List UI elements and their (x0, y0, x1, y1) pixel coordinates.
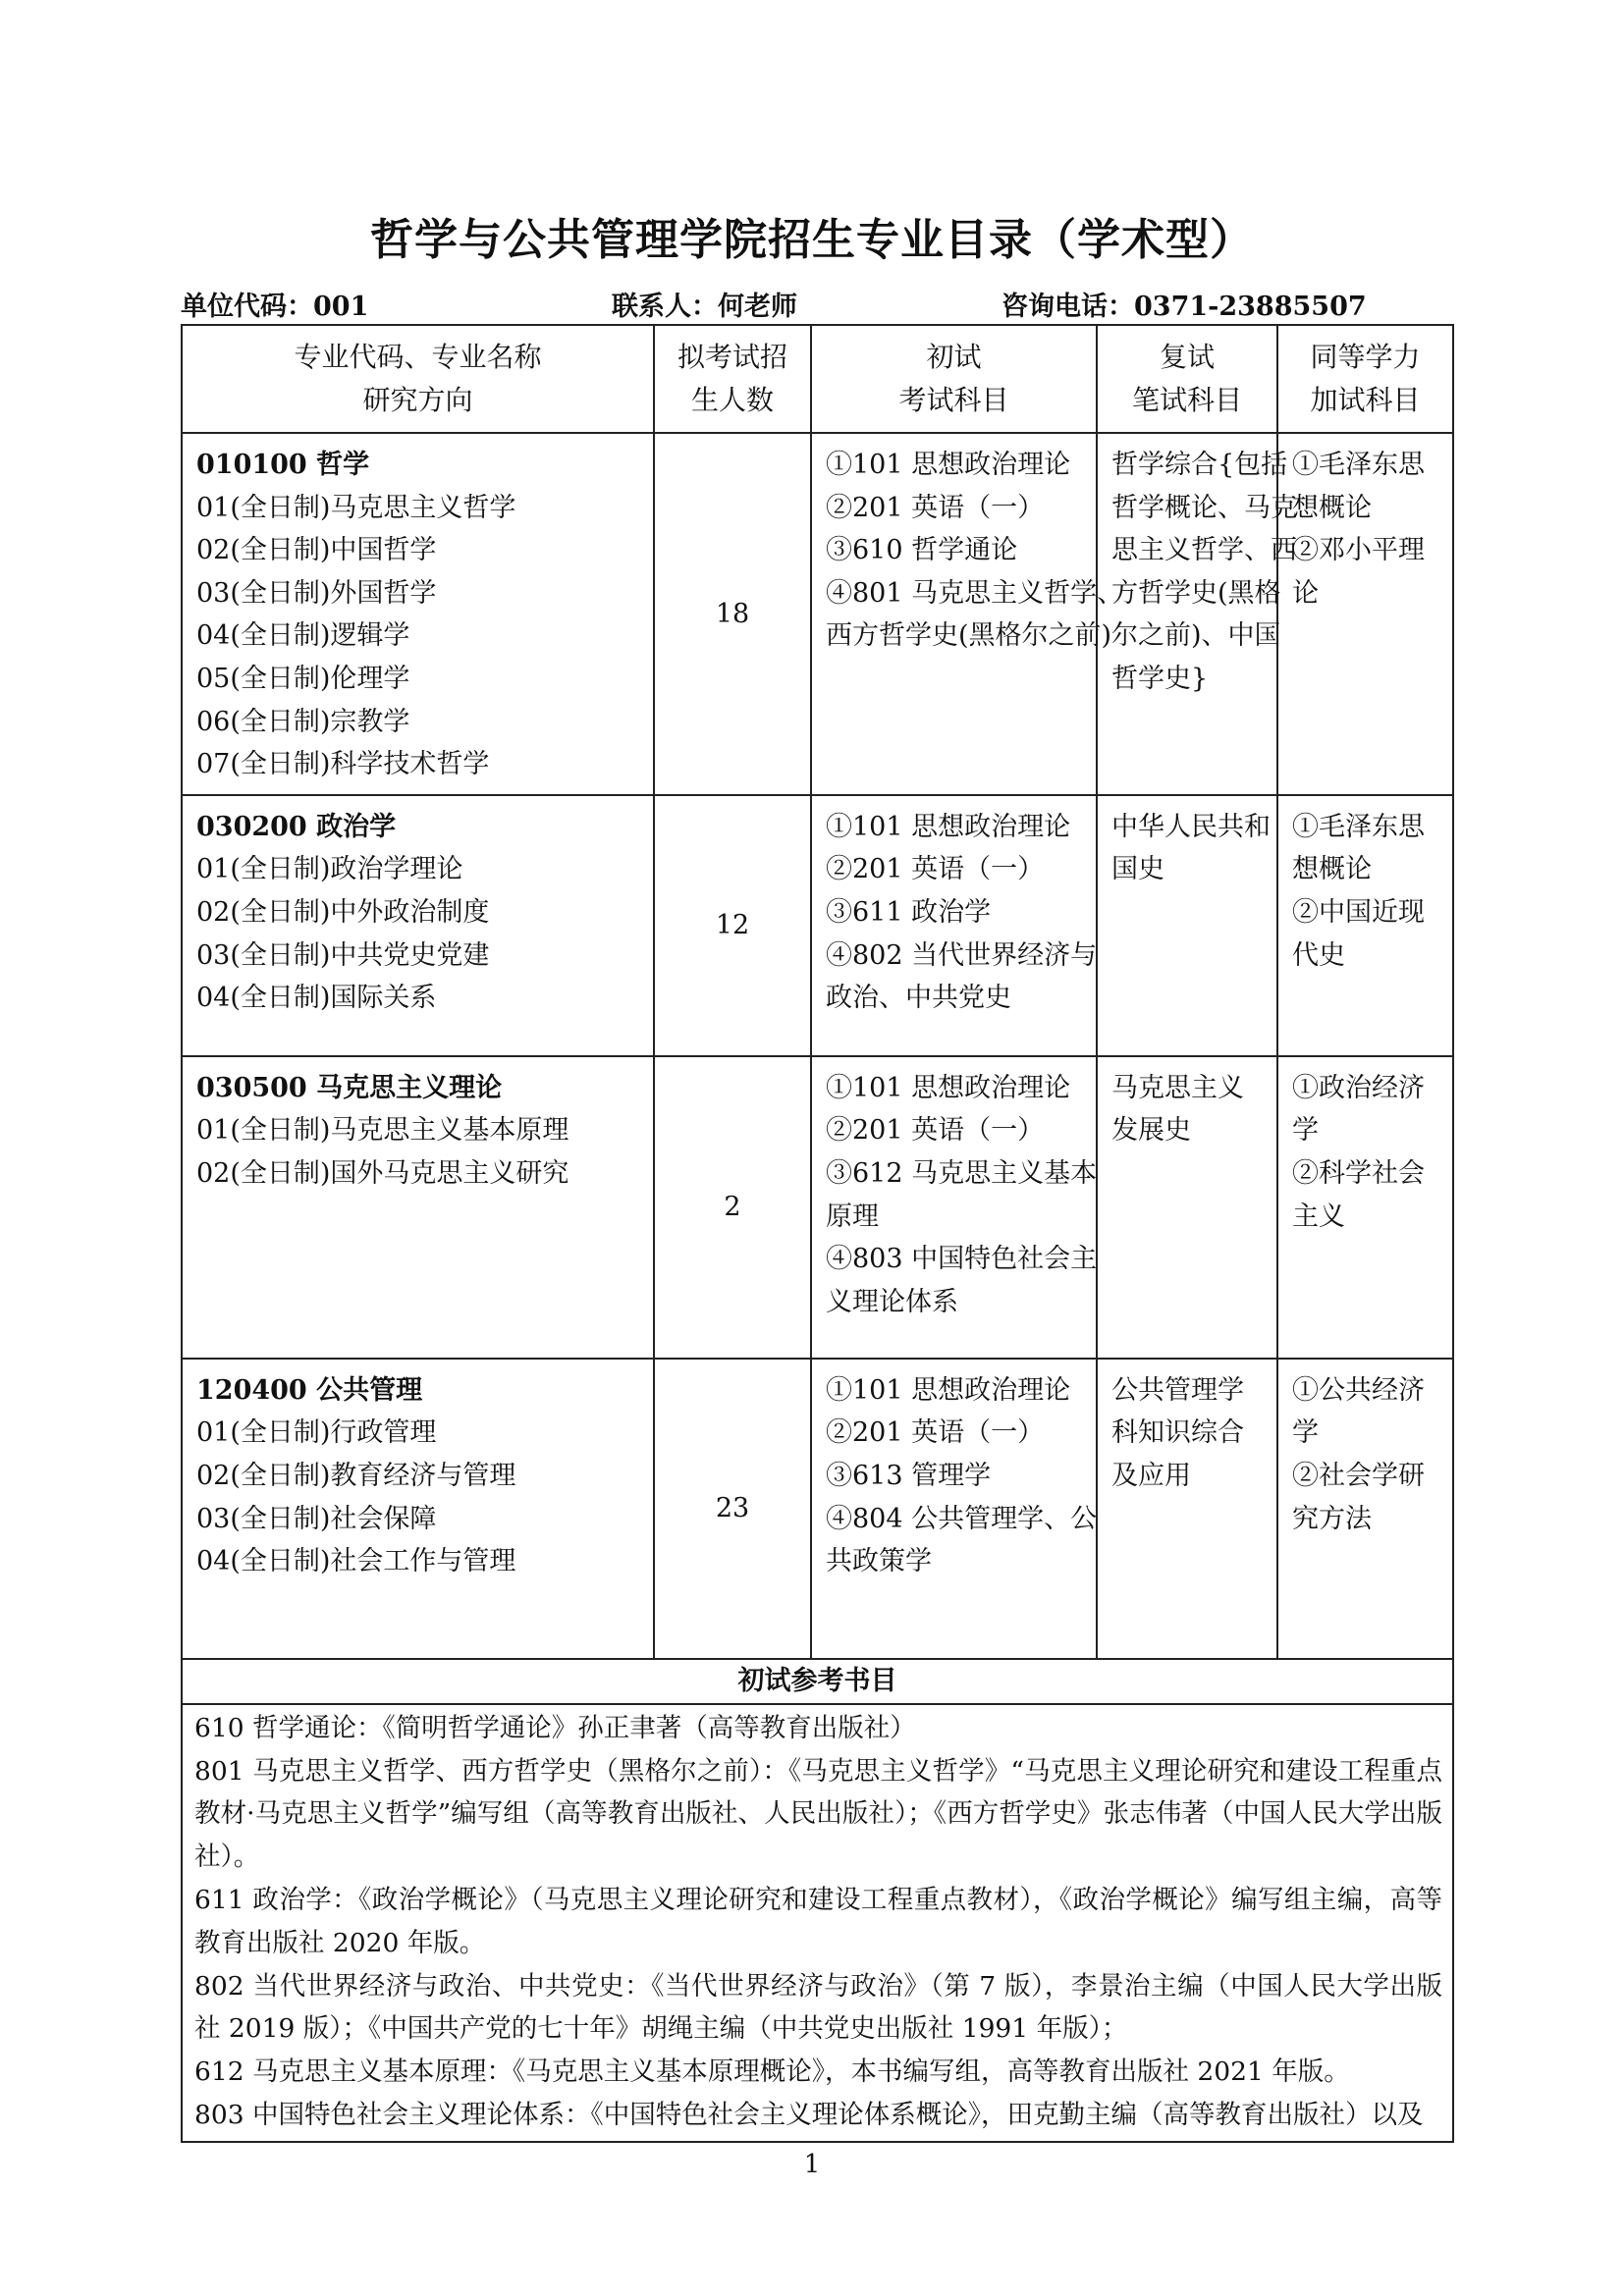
research-direction: 04(全日制)逻辑学 (196, 620, 410, 652)
retest-subject-line: 发展史 (1111, 1115, 1191, 1147)
exam-subject-cell (811, 1056, 1097, 1359)
extra-subject-line: 想概论 (1292, 492, 1372, 523)
enrollment-count: 18 (654, 433, 811, 795)
exam-subject-line: ③613 管理学 (826, 1460, 992, 1491)
reference-item: 801 马克思主义哲学、西方哲学史（黑格尔之前）：《马克思主义哲学》“马克思主义理论研究和建设工程重点教材·马克思主义哲学”编写组（高等教育出版社、人民出版社）；《西方哲学史》张志伟著（中国人民大学出版社）。 (194, 1755, 1442, 1873)
retest-subject-line: 国史 (1111, 854, 1164, 885)
contact-person: 联系人：何老师 (612, 292, 797, 322)
major-name: 030500 马克思主义理论 (196, 1072, 503, 1103)
major-name: 010100 哲学 (196, 450, 370, 480)
retest-subject-cell (1097, 433, 1297, 795)
retest-subject-cell (1097, 1056, 1277, 1359)
extra-subject-cell (1277, 1056, 1453, 1359)
enrollment-count: 12 (654, 795, 811, 1056)
major-cell (182, 1359, 654, 1659)
extra-subject-line: 代史 (1292, 939, 1345, 971)
research-direction: 02(全日制)教育经济与管理 (196, 1460, 516, 1491)
extra-subject-line: 学 (1292, 1115, 1319, 1147)
research-direction: 04(全日制)社会工作与管理 (196, 1546, 516, 1577)
major-row (182, 795, 1453, 1056)
exam-subject-line: ①101 思想政治理论 (826, 450, 1071, 480)
retest-subject-line: 公共管理学 (1111, 1374, 1244, 1406)
exam-subject-line: ①101 思想政治理论 (826, 1374, 1071, 1406)
extra-subject-line: 论 (1292, 577, 1319, 609)
extra-subject-line: ②社会学研 (1292, 1460, 1425, 1491)
references-body (182, 1704, 1453, 2142)
research-direction: 02(全日制)中外政治制度 (196, 896, 490, 928)
major-row (182, 433, 1453, 795)
reference-item: 611 政治学：《政治学概论》（马克思主义理论研究和建设工程重点教材），《政治学概论》编写组主编，高等教育出版社 2020 年版。 (194, 1884, 1442, 1958)
retest-subject-line: 方哲学史(黑格 (1111, 577, 1281, 609)
research-direction: 05(全日制)伦理学 (196, 663, 410, 694)
research-direction: 02(全日制)国外马克思主义研究 (196, 1157, 569, 1189)
retest-subject-line: 马克思主义 (1111, 1072, 1244, 1103)
retest-subject-line: 尔之前)、中国 (1111, 620, 1281, 652)
extra-subject-line: 主义 (1292, 1201, 1345, 1232)
exam-subject-line: ③611 政治学 (826, 896, 992, 928)
extra-subject-line: ②科学社会 (1292, 1157, 1425, 1189)
page-number: 1 (803, 2150, 821, 2179)
retest-subject-line: 科知识综合 (1111, 1417, 1244, 1449)
exam-subject-line: ④803 中国特色社会主 (826, 1244, 1098, 1275)
enrollment-count: 2 (654, 1056, 811, 1359)
major-cell (182, 433, 654, 795)
major-row (182, 1056, 1453, 1359)
major-name: 030200 政治学 (196, 811, 397, 842)
retest-subject-line: 哲学综合{包括 (1111, 450, 1288, 480)
consult-phone: 咨询电话：0371-23885507 (1001, 292, 1367, 322)
extra-subject-line: ②中国近现 (1292, 896, 1425, 928)
reference-item: 803 中国特色社会主义理论体系：《中国特色社会主义理论体系概论》，田克勤主编（高等教育出版社）以及 (194, 2099, 1424, 2130)
research-direction: 02(全日制)中国哲学 (196, 535, 437, 566)
major-row (182, 1359, 1453, 1659)
exam-subject-line: 义理论体系 (826, 1286, 958, 1317)
extra-subject-line: ②邓小平理 (1292, 535, 1425, 566)
research-direction: 07(全日制)科学技术哲学 (196, 749, 490, 780)
extra-subject-cell (1277, 1359, 1453, 1659)
major-cell (182, 1056, 654, 1359)
references-heading: 初试参考书目 (182, 1659, 1453, 1704)
header-major: 专业代码、专业名称 研究方向 (182, 325, 654, 433)
exam-subject-line: ④802 当代世界经济与 (826, 939, 1098, 971)
exam-subject-line: ④804 公共管理学、公 (826, 1503, 1098, 1534)
research-direction: 04(全日制)国际关系 (196, 983, 437, 1014)
research-direction: 03(全日制)中共党史党建 (196, 939, 490, 971)
retest-subject-line: 思主义哲学、西 (1111, 535, 1297, 566)
exam-subject-line: 原理 (826, 1201, 879, 1232)
exam-subject-line: 政治、中共党史 (826, 983, 1011, 1014)
research-direction: 03(全日制)外国哲学 (196, 577, 437, 609)
exam-subject-line: ②201 英语（一） (826, 1417, 1045, 1449)
major-name: 120400 公共管理 (196, 1374, 423, 1406)
extra-subject-line: ①政治经济 (1292, 1072, 1425, 1103)
extra-subject-line: ①公共经济 (1292, 1374, 1425, 1406)
exam-subject-line: ①101 思想政治理论 (826, 1072, 1071, 1103)
references-heading-row (182, 1659, 1453, 1704)
research-direction: 03(全日制)社会保障 (196, 1503, 437, 1534)
exam-subject-cell (811, 433, 1124, 795)
extra-subject-line: 想概论 (1292, 854, 1372, 885)
enrollment-count: 23 (654, 1359, 811, 1659)
retest-subject-line: 哲学概论、马克 (1111, 492, 1297, 523)
reference-item: 612 马克思主义基本原理：《马克思主义基本原理概论》，本书编写组，高等教育出版社 2021 年版。 (194, 2056, 1350, 2088)
table-header-row (182, 325, 1453, 433)
exam-subject-line: ②201 英语（一） (826, 854, 1045, 885)
exam-subject-line: ④801 马克思主义哲学、 (826, 577, 1124, 609)
research-direction: 06(全日制)宗教学 (196, 706, 410, 737)
retest-subject-cell (1097, 1359, 1277, 1659)
exam-subject-line: ②201 英语（一） (826, 1115, 1045, 1147)
exam-subject-cell (811, 1359, 1097, 1659)
extra-subject-line: ①毛泽东思 (1292, 450, 1425, 480)
research-direction: 01(全日制)马克思主义哲学 (196, 492, 516, 523)
exam-subject-line: ③610 哲学通论 (826, 535, 1018, 566)
retest-subject-cell (1097, 795, 1277, 1056)
extra-subject-cell (1277, 433, 1453, 795)
exam-subject-line: ③612 马克思主义基本 (826, 1157, 1098, 1189)
reference-item: 802 当代世界经济与政治、中共党史：《当代世界经济与政治》（第 7 版），李景治主编（中国人民大学出版社 2019 版）；《中国共产党的七十年》胡绳主编（中共党史出版社 1991 年版）； (194, 1970, 1442, 2045)
references-row (182, 1704, 1453, 2142)
research-direction: 01(全日制)行政管理 (196, 1417, 437, 1449)
retest-subject-line: 及应用 (1111, 1460, 1191, 1491)
catalog-table (181, 324, 1454, 2143)
extra-subject-line: ①毛泽东思 (1292, 811, 1425, 842)
extra-subject-line: 究方法 (1292, 1503, 1372, 1534)
extra-subject-line: 学 (1292, 1417, 1319, 1449)
header-exam: 初试 考试科目 (811, 325, 1097, 433)
unit-code: 单位代码：001 (181, 292, 369, 322)
header-retest: 复试 笔试科目 (1097, 325, 1277, 433)
exam-subject-cell (811, 795, 1097, 1056)
exam-subject-line: ②201 英语（一） (826, 492, 1045, 523)
page-title: 哲学与公共管理学院招生专业目录（学术型） (370, 215, 1254, 265)
exam-subject-line: 西方哲学史(黑格尔之前) (826, 620, 1112, 652)
extra-subject-cell (1277, 795, 1453, 1056)
retest-subject-line: 中华人民共和 (1111, 811, 1271, 842)
header-count: 拟考试招 生人数 (654, 325, 811, 433)
retest-subject-line: 哲学史} (1111, 663, 1209, 694)
research-direction: 01(全日制)政治学理论 (196, 854, 463, 885)
research-direction: 01(全日制)马克思主义基本原理 (196, 1115, 569, 1147)
exam-subject-line: 共政策学 (826, 1546, 932, 1577)
reference-item: 610 哲学通论：《简明哲学通论》孙正聿著（高等教育出版社） (194, 1712, 916, 1743)
exam-subject-line: ①101 思想政治理论 (826, 811, 1071, 842)
header-extra: 同等学力 加试科目 (1277, 325, 1453, 433)
major-cell (182, 795, 654, 1056)
